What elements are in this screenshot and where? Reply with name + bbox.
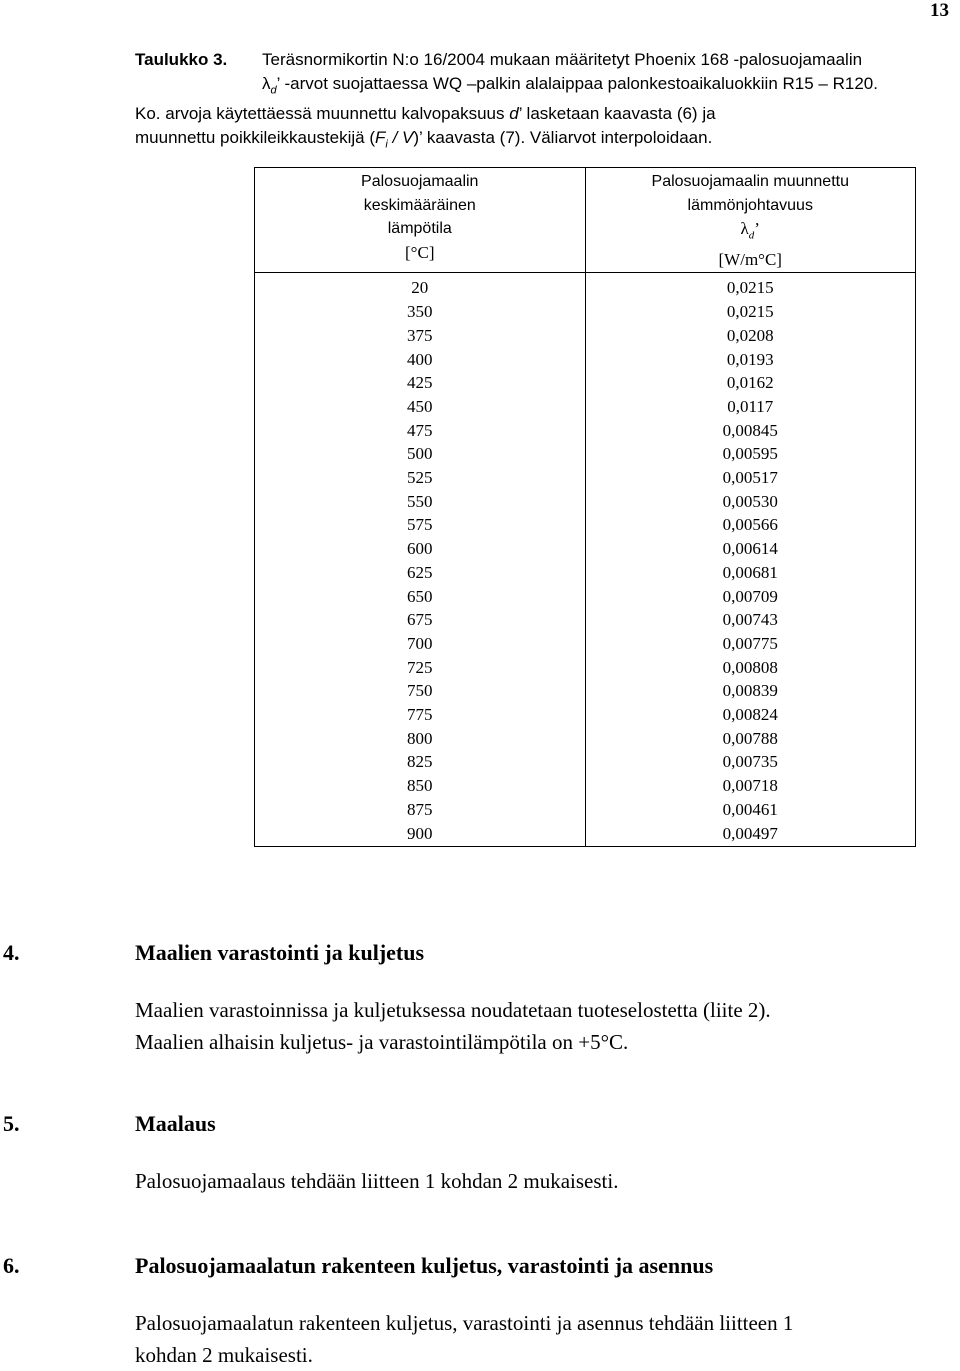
table-row — [255, 324, 916, 348]
temperature-cell: 675 — [255, 608, 586, 632]
lambda-subscript: d — [270, 84, 277, 97]
body-line: Maalien alhaisin kuljetus- ja varastointilämpötila on +5°C. — [135, 1030, 629, 1054]
f-subscript: i — [385, 138, 388, 151]
cond-unit: [W/m°C] — [718, 249, 782, 269]
conductivity-cell: 0,00517 — [585, 466, 916, 490]
table-row — [255, 798, 916, 822]
temperature-cell: 525 — [255, 466, 586, 490]
table-row — [255, 300, 916, 324]
temperature-column-header — [255, 168, 586, 273]
temperature-cell: 650 — [255, 585, 586, 609]
section-6-body — [135, 1307, 915, 1371]
temp-header-line: Palosuojamaalin — [361, 173, 479, 190]
table-row — [255, 395, 916, 419]
temperature-cell: 900 — [255, 822, 586, 847]
table-row — [255, 348, 916, 372]
temperature-cell: 425 — [255, 371, 586, 395]
section-number: 4. — [3, 940, 20, 965]
temperature-cell: 800 — [255, 727, 586, 751]
body-line: Palosuojamaalaus tehdään liitteen 1 kohdan 2 mukaisesti. — [135, 1169, 619, 1193]
cond-lambda-suffix: ’ — [754, 219, 760, 238]
conductivity-column-header — [585, 168, 916, 273]
conductivity-cell: 0,0117 — [585, 395, 916, 419]
table-header-row — [255, 168, 916, 273]
conductivity-cell: 0,00530 — [585, 490, 916, 514]
temp-header-line: lämpötila — [387, 220, 452, 237]
conductivity-cell: 0,00681 — [585, 561, 916, 585]
cond-lambda-sub: d — [748, 229, 755, 242]
conductivity-cell: 0,00497 — [585, 822, 916, 847]
conductivity-cell: 0,00735 — [585, 750, 916, 774]
temperature-cell: 625 — [255, 561, 586, 585]
caption-line-3-a: Ko. arvoja käytettäessä muunnettu kalvopaksuus — [135, 104, 510, 124]
conductivity-cell: 0,0193 — [585, 348, 916, 372]
body-line: kohdan 2 mukaisesti. — [135, 1343, 313, 1367]
temperature-cell: 775 — [255, 703, 586, 727]
temperature-cell: 375 — [255, 324, 586, 348]
temperature-cell: 475 — [255, 419, 586, 443]
body-line: Palosuojamaalatun rakenteen kuljetus, varastointi ja asennus tehdään liitteen 1 — [135, 1311, 794, 1335]
body-line: Maalien varastoinnissa ja kuljetuksessa noudatetaan tuoteselostetta (liite 2). — [135, 998, 771, 1022]
cond-header-line: lämmönjohtavuus — [687, 196, 813, 214]
temperature-cell: 600 — [255, 537, 586, 561]
temp-header-line: keskimääräinen — [363, 196, 476, 214]
temperature-cell: 575 — [255, 513, 586, 537]
table-row — [255, 632, 916, 656]
caption-line-3 — [135, 102, 935, 126]
lambda-symbol: λ — [262, 74, 271, 93]
conductivity-cell: 0,00743 — [585, 608, 916, 632]
conductivity-cell: 0,00845 — [585, 419, 916, 443]
conductivity-cell: 0,00718 — [585, 774, 916, 798]
conductivity-cell: 0,0215 — [585, 300, 916, 324]
conductivity-cell: 0,00808 — [585, 656, 916, 680]
table-row — [255, 703, 916, 727]
conductivity-cell: 0,00788 — [585, 727, 916, 751]
table-row — [255, 513, 916, 537]
table-caption — [135, 48, 935, 157]
table-body — [255, 273, 916, 847]
temperature-cell: 500 — [255, 442, 586, 466]
table-row — [255, 585, 916, 609]
table-row — [255, 750, 916, 774]
cond-lambda: λ — [740, 219, 749, 238]
temperature-cell: 700 — [255, 632, 586, 656]
temperature-cell: 750 — [255, 679, 586, 703]
table-row — [255, 273, 916, 300]
thickness-symbol: d — [509, 104, 519, 124]
temperature-cell: 850 — [255, 774, 586, 798]
conductivity-cell: 0,00566 — [585, 513, 916, 537]
caption-label: Taulukko 3. — [135, 50, 228, 69]
conductivity-cell: 0,0162 — [585, 371, 916, 395]
caption-line-2 — [262, 72, 935, 102]
page-number: 13 — [930, 0, 949, 21]
conductivity-cell: 0,0208 — [585, 324, 916, 348]
table-row — [255, 490, 916, 514]
temperature-cell: 725 — [255, 656, 586, 680]
temperature-cell: 825 — [255, 750, 586, 774]
table-row — [255, 679, 916, 703]
conductivity-cell: 0,00709 — [585, 585, 916, 609]
cond-header-line: Palosuojamaalin muunnettu — [651, 173, 849, 190]
section-5-body — [135, 1165, 915, 1197]
caption-line-2-text: ’ -arvot suojattaessa WQ –palkin alalaippaa palonkestoaikaluokkiin R15 – R120. — [276, 74, 878, 93]
v-symbol: / V — [387, 128, 414, 148]
temperature-cell: 20 — [255, 273, 586, 300]
table-row — [255, 727, 916, 751]
conductivity-cell: 0,00614 — [585, 537, 916, 561]
section-title: Palosuojamaalatun rakenteen kuljetus, varastointi ja asennus — [135, 1253, 714, 1278]
conductivity-cell: 0,00775 — [585, 632, 916, 656]
table-row — [255, 656, 916, 680]
section-number: 5. — [3, 1111, 20, 1136]
caption-line-4 — [135, 126, 935, 156]
conductivity-table — [254, 167, 916, 847]
temperature-cell: 550 — [255, 490, 586, 514]
temperature-cell: 875 — [255, 798, 586, 822]
f-symbol: F — [375, 128, 386, 148]
table-row — [255, 466, 916, 490]
section-4-body — [135, 994, 915, 1058]
section-number: 6. — [3, 1253, 20, 1278]
temp-unit: [°C] — [405, 242, 435, 262]
conductivity-cell: 0,00595 — [585, 442, 916, 466]
temperature-cell: 450 — [255, 395, 586, 419]
cond-symbol — [586, 217, 916, 248]
table-row — [255, 442, 916, 466]
table-row — [255, 419, 916, 443]
temperature-cell: 400 — [255, 348, 586, 372]
table-row — [255, 608, 916, 632]
table-row — [255, 537, 916, 561]
section-title: Maalien varastointi ja kuljetus — [135, 940, 425, 965]
table-row — [255, 822, 916, 847]
conductivity-cell: 0,00461 — [585, 798, 916, 822]
conductivity-cell: 0,0215 — [585, 273, 916, 300]
table-row — [255, 774, 916, 798]
caption-line-1: Teräsnormikortin N:o 16/2004 mukaan määritetyt Phoenix 168 -palosuojamaalin — [262, 50, 863, 69]
caption-line-4-a: muunnettu poikkileikkaustekijä ( — [135, 128, 376, 148]
section-title: Maalaus — [135, 1111, 216, 1136]
conductivity-cell: 0,00839 — [585, 679, 916, 703]
table-row — [255, 371, 916, 395]
temperature-cell: 350 — [255, 300, 586, 324]
caption-line-4-b: )’ kaavasta (7). Väliarvot interpoloidaan. — [413, 128, 713, 148]
table-row — [255, 561, 916, 585]
conductivity-cell: 0,00824 — [585, 703, 916, 727]
caption-line-3-b: ’ lasketaan kaavasta (6) ja — [518, 104, 716, 124]
